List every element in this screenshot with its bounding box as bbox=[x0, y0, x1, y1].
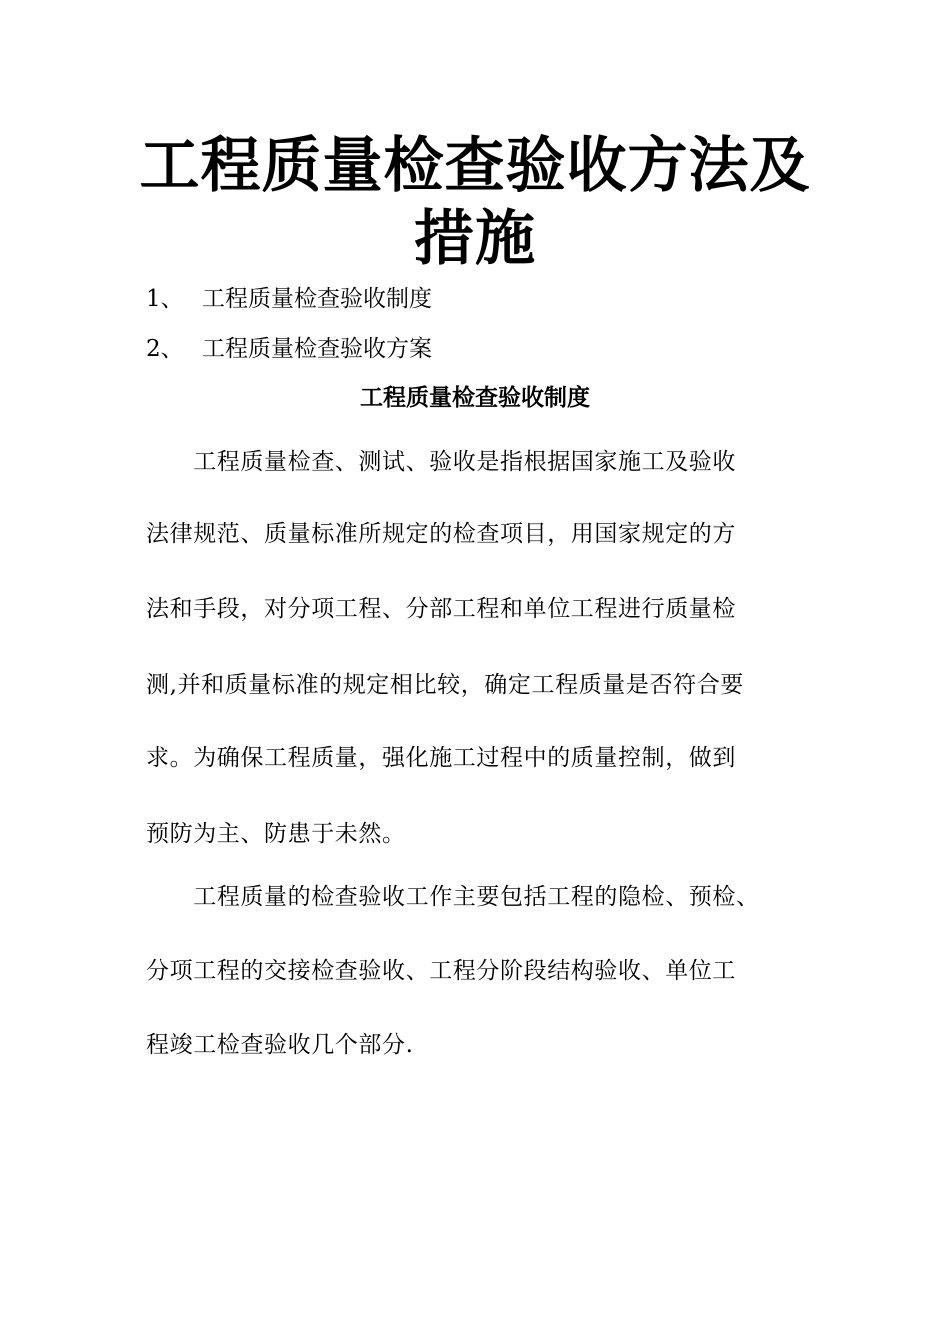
section-heading: 工程质量检查验收制度 bbox=[360, 384, 590, 411]
paragraph-line: 工程质量的检查验收工作主要包括工程的隐检、预检、 bbox=[146, 884, 760, 910]
toc-item bbox=[146, 334, 432, 364]
toc-item-number: 2、 bbox=[146, 336, 184, 362]
paragraph-line: 求。为确保工程质量，强化施工过程中的质量控制，做到 bbox=[146, 745, 736, 771]
paragraph-line: 法律规范、质量标准所规定的检查项目，用国家规定的方 bbox=[146, 521, 736, 547]
toc-item-number: 1、 bbox=[146, 286, 184, 312]
document-title-line-2: 措施 bbox=[414, 204, 536, 274]
toc-item-text: 工程质量检查验收方案 bbox=[202, 336, 432, 362]
document-title-line-1: 工程质量检查验收方法及 bbox=[139, 131, 811, 201]
paragraph-line: 工程质量检查、测试、验收是指根据国家施工及验收 bbox=[146, 449, 736, 475]
paragraph-line: 分项工程的交接检查验收、工程分阶段结构验收、单位工 bbox=[146, 958, 736, 984]
paragraph-line: 预防为主、防患于未然。 bbox=[146, 821, 406, 847]
paragraph-line: 法和手段，对分项工程、分部工程和单位工程进行质量检 bbox=[146, 596, 736, 622]
paragraph-line: 测,并和质量标准的规定相比较，确定工程质量是否符合要 bbox=[146, 672, 744, 698]
toc-item-text: 工程质量检查验收制度 bbox=[202, 286, 432, 312]
toc-item bbox=[146, 284, 432, 314]
paragraph-line: 程竣工检查验收几个部分. bbox=[146, 1032, 414, 1058]
